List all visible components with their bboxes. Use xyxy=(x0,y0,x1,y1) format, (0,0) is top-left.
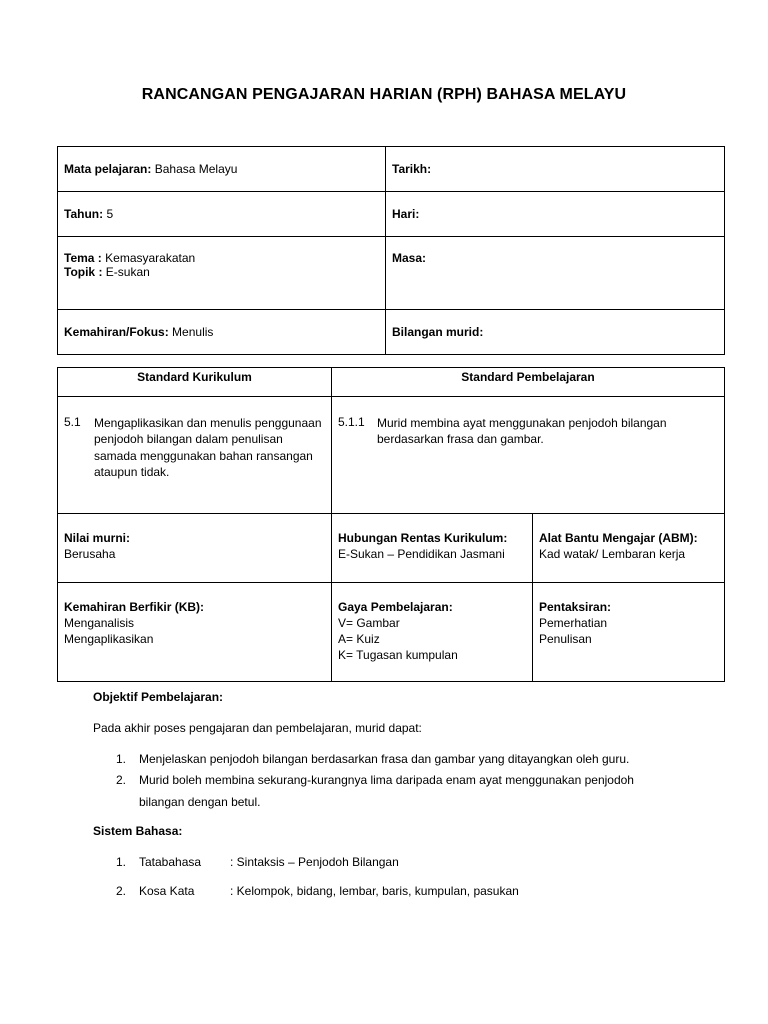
language-system-heading: Sistem Bahasa: xyxy=(93,824,183,838)
language-item-name: Kosa Kata xyxy=(139,884,195,898)
thinking-skill-label: Kemahiran Berfikir (KB): xyxy=(64,600,205,614)
theme-topic-cell xyxy=(58,237,386,310)
teaching-aid-cell xyxy=(533,514,725,583)
curriculum-text: Mengaplikasikan dan menulis penggunaan penjodoh bilangan dalam penulisan samada menggunakan bahan ransangan ataupun tidak. xyxy=(94,416,322,479)
subject-label: Mata pelajaran: xyxy=(64,162,152,176)
thinking-skill-cell xyxy=(58,583,332,682)
day-cell xyxy=(386,192,725,237)
objective-text-continued: bilangan dengan betul. xyxy=(139,795,261,809)
learning-text: Murid membina ayat menggunakan penjodoh bilangan berdasarkan frasa dan gambar. xyxy=(377,416,667,447)
year-cell xyxy=(58,192,386,237)
info-table xyxy=(57,146,725,355)
curriculum-header: Standard Kurikulum xyxy=(58,368,332,397)
curriculum-number: 5.1 xyxy=(64,415,81,429)
assessment-label: Pentaksiran: xyxy=(539,600,612,614)
page-title: RANCANGAN PENGAJARAN HARIAN (RPH) BAHASA MELAYU xyxy=(141,86,627,103)
learning-style-cell xyxy=(332,583,533,682)
language-item-value: : Kelompok, bidang, lembar, baris, kumpulan, pasukan xyxy=(230,884,519,898)
skill-value: Menulis xyxy=(172,325,214,339)
language-item-value: : Sintaksis – Penjodoh Bilangan xyxy=(230,855,399,869)
teaching-aid-text: Kad watak/ Lembaran kerja xyxy=(539,547,686,561)
objectives-heading: Objektif Pembelajaran: xyxy=(93,690,224,704)
learning-style-line: V= Gambar xyxy=(338,616,400,630)
day-label: Hari: xyxy=(392,207,420,221)
teaching-aid-label: Alat Bantu Mengajar (ABM): xyxy=(539,531,698,545)
date-label: Tarikh: xyxy=(392,162,432,176)
standards-table xyxy=(57,367,725,682)
objectives-intro: Pada akhir poses pengajaran dan pembelajaran, murid dapat: xyxy=(93,721,422,735)
values-text: Berusaha xyxy=(64,547,116,561)
objective-text: Menjelaskan penjodoh bilangan berdasarkan frasa dan gambar yang ditayangkan oleh guru. xyxy=(139,752,630,766)
objective-number: 1. xyxy=(116,752,127,766)
values-label: Nilai murni: xyxy=(64,531,131,545)
students-cell xyxy=(386,310,725,355)
objective-text: Murid boleh membina sekurang-kurangnya lima daripada enam ayat menggunakan penjodoh xyxy=(139,773,634,787)
time-label: Masa: xyxy=(392,251,427,265)
year-value: 5 xyxy=(106,207,114,221)
learning-header: Standard Pembelajaran xyxy=(332,368,725,397)
learning-style-line: A= Kuiz xyxy=(338,632,380,646)
learning-standard-cell xyxy=(332,397,725,514)
assessment-cell xyxy=(533,583,725,682)
theme-label: Tema : xyxy=(64,251,102,265)
cross-curriculum-cell xyxy=(332,514,533,583)
subject-value: Bahasa Melayu xyxy=(154,162,238,176)
skill-label: Kemahiran/Fokus: xyxy=(64,325,169,339)
assessment-line: Penulisan xyxy=(539,632,592,646)
learning-number: 5.1.1 xyxy=(338,415,365,429)
learning-style-label: Gaya Pembelajaran: xyxy=(338,600,453,614)
values-cell xyxy=(58,514,332,583)
subject-cell xyxy=(58,147,386,192)
assessment-line: Pemerhatian xyxy=(539,616,608,630)
date-cell xyxy=(386,147,725,192)
language-item-name: Tatabahasa xyxy=(139,855,202,869)
language-item-number: 2. xyxy=(116,884,127,898)
year-label: Tahun: xyxy=(64,207,104,221)
learning-style-line: K= Tugasan kumpulan xyxy=(338,648,458,662)
curriculum-standard-cell xyxy=(58,397,332,514)
time-cell xyxy=(386,237,725,310)
language-item-number: 1. xyxy=(116,855,127,869)
cross-curriculum-text: E-Sukan – Pendidikan Jasmani xyxy=(338,547,505,561)
skill-cell xyxy=(58,310,386,355)
theme-value: Kemasyarakatan xyxy=(105,251,196,265)
topic-value: E-sukan xyxy=(105,265,150,279)
cross-curriculum-label: Hubungan Rentas Kurikulum: xyxy=(338,531,508,545)
thinking-skill-line: Mengaplikasikan xyxy=(64,632,154,646)
topic-label: Topik : xyxy=(64,265,103,279)
objective-number: 2. xyxy=(116,773,127,787)
students-label: Bilangan murid: xyxy=(392,325,484,339)
thinking-skill-line: Menganalisis xyxy=(64,616,135,630)
